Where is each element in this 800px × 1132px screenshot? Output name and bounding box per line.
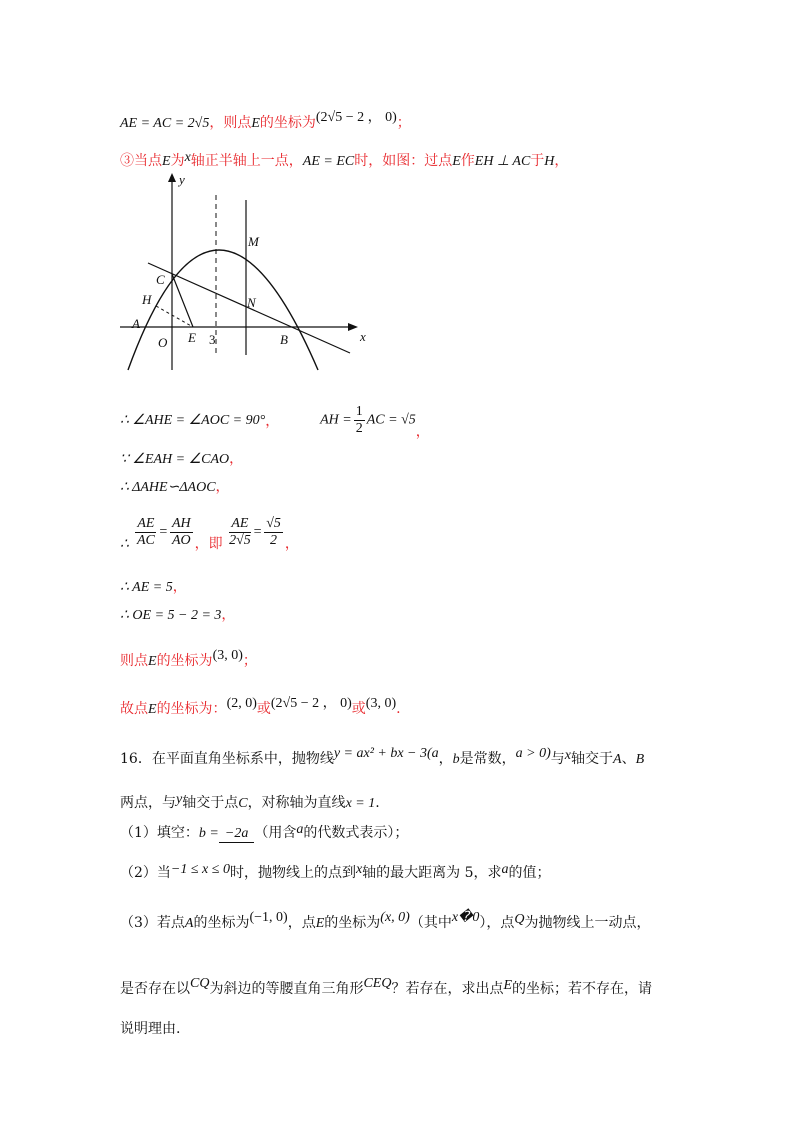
label-B: B <box>280 332 288 347</box>
solution-line-8: ∴ OE = 5 − 2 = 3， <box>120 607 236 623</box>
answer-blank: −2a <box>219 826 254 843</box>
label-E: E <box>188 330 196 345</box>
label-N: N <box>247 295 256 310</box>
label-C: C <box>156 272 165 287</box>
label-M: M <box>248 234 259 249</box>
parabola-curve <box>128 250 318 370</box>
solution-line-9: 则点E的坐标为(3, 0)； <box>120 648 257 669</box>
label-3: 3 <box>209 332 216 347</box>
y-axis-arrow <box>168 173 176 182</box>
solution-line-7: ∴ AE = 5， <box>120 579 187 595</box>
fraction-half: $\frac{1}{2}$ <box>355 404 363 436</box>
label-H: H <box>142 292 152 307</box>
solution-line-10: 故点E的坐标为：(2, 0)或(2√5 − 2 ， 0)或(3, 0). <box>120 696 401 717</box>
problem-16-part-1: （1）填空：b = −2a （用含a的代数式表示）； <box>120 822 409 841</box>
solution-line-1: AE = AC = 2√5，则点E的坐标为(2√5 − 2 ， 0)； <box>120 110 411 131</box>
solution-line-2: ③当点E为x轴正半轴上一点，AE = EC时，如图：过点E作EH ⊥ AC于H， <box>120 150 569 169</box>
solution-line-5: ∴ ΔAHE∽ΔAOC， <box>120 479 230 495</box>
problem-16-part-3-cont: 是否存在以CQ为斜边的等腰直角三角形CEQ？若存在，求出点E的坐标；若不存在，请 <box>120 976 653 997</box>
x-axis-arrow <box>348 323 358 331</box>
label-y: y <box>179 172 185 187</box>
label-A: A <box>132 316 140 331</box>
problem-16-part-2: （2）当−1 ≤ x ≤ 0时，抛物线上的点到x轴的最大距离为 5，求a的值； <box>120 862 551 881</box>
problem-16-line-2: 两点，与y轴交于点C，对称轴为直线x = 1. <box>120 792 380 811</box>
label-x: x <box>360 329 366 344</box>
label-O: O <box>158 335 168 350</box>
problem-16-line-1: 16．在平面直角坐标系中，抛物线y = ax² + bx − 3(a，b是常数，a > 0)与x轴交于A、B <box>120 746 645 767</box>
solution-line-3: ∴ ∠AHE = ∠AOC = 90°， AH = $\frac{1}{2}$ AC = √5， <box>120 404 430 440</box>
segment-HE <box>156 306 193 327</box>
equation: AE = AC = 2√5 <box>120 116 210 131</box>
solution-line-4: ∵ ∠EAH = ∠CAO， <box>120 451 244 467</box>
solution-line-6: ∴ $\frac{AE}{AC}$ = $\frac{AH}{AO}$ ，即 $\frac{AE}{2√5}$ = $\frac{√5}{2}$ ， <box>120 516 299 552</box>
problem-16-part-3: （3）若点A的坐标为(−1, 0)，点E的坐标为(x, 0)（其中x�0），点Q为抛物线上一动点， <box>120 910 651 931</box>
problem-16-part-3-end: 说明理由. <box>120 1021 181 1037</box>
parabola-figure <box>120 170 370 375</box>
